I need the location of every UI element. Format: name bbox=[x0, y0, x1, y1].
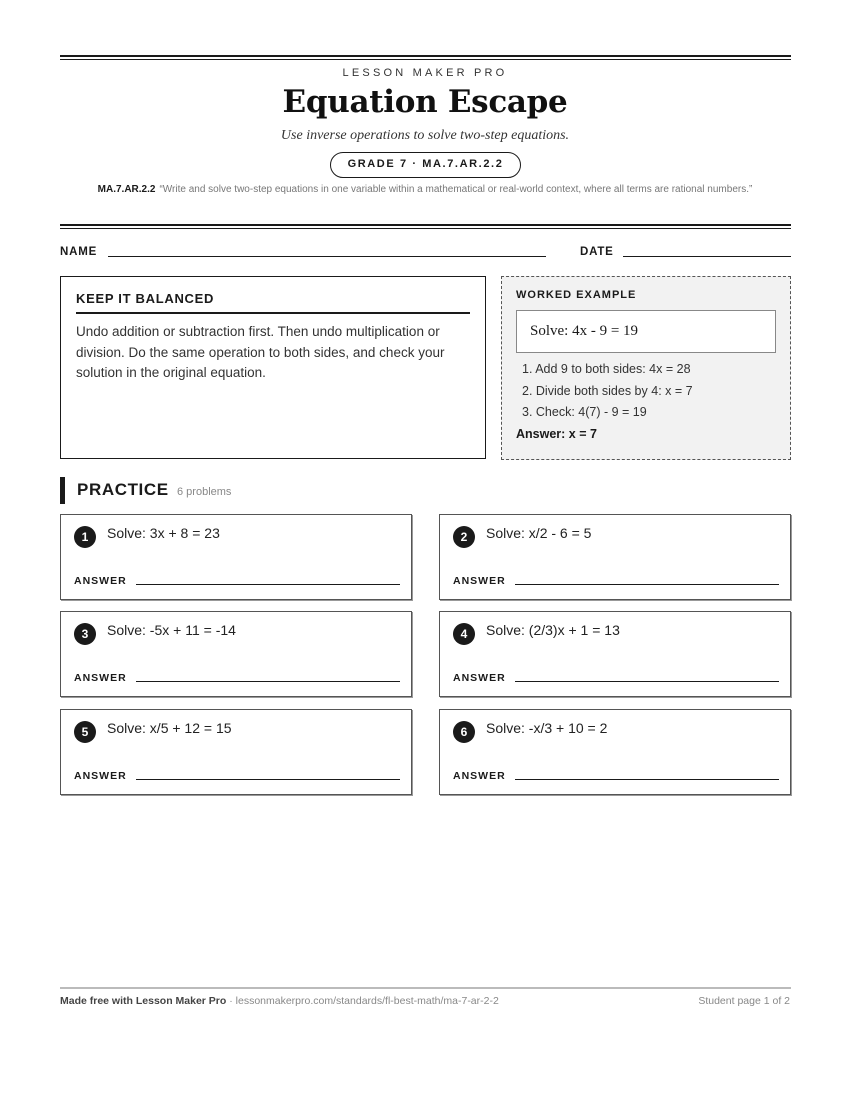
standard-description bbox=[72, 182, 778, 198]
date-field[interactable] bbox=[623, 256, 791, 257]
problem-question: Solve: -x/3 + 10 = 2 bbox=[486, 720, 608, 736]
answer-label: ANSWER bbox=[453, 672, 506, 684]
problem-number: 2 bbox=[453, 526, 475, 548]
grade-badge: GRADE 7 · MA.7.AR.2.2 bbox=[330, 152, 521, 178]
worked-example-answer: Answer: x = 7 bbox=[516, 426, 597, 441]
problem-question: Solve: -5x + 11 = -14 bbox=[107, 622, 236, 638]
problem-card-2 bbox=[439, 514, 791, 600]
footer-made-with: Made free with Lesson Maker Pro bbox=[60, 995, 227, 1007]
worked-example-equation: Solve: 4x - 9 = 19 bbox=[516, 310, 776, 353]
footer-credit bbox=[60, 995, 499, 1007]
answer-field[interactable] bbox=[136, 584, 400, 585]
problem-card-6 bbox=[439, 709, 791, 795]
problem-card-5 bbox=[60, 709, 412, 795]
practice-title: PRACTICE bbox=[77, 480, 169, 499]
footer-url[interactable]: · lessonmakerpro.com/standards/fl-best-math/ma-7-ar-2-2 bbox=[226, 995, 499, 1007]
problem-number: 1 bbox=[74, 526, 96, 548]
answer-label: ANSWER bbox=[74, 672, 127, 684]
problem-card-3 bbox=[60, 611, 412, 697]
page-title: Equation Escape bbox=[282, 84, 568, 120]
answer-label: ANSWER bbox=[453, 770, 506, 782]
worked-example-steps bbox=[516, 359, 776, 424]
problem-question: Solve: x/2 - 6 = 5 bbox=[486, 525, 592, 541]
tip-heading: KEEP IT BALANCED bbox=[76, 291, 470, 314]
answer-field[interactable] bbox=[515, 681, 779, 682]
top-rule bbox=[60, 55, 791, 60]
footer-page-number: Student page 1 of 2 bbox=[698, 995, 790, 1007]
answer-field[interactable] bbox=[515, 584, 779, 585]
answer-label: ANSWER bbox=[453, 575, 506, 587]
answer-field[interactable] bbox=[136, 779, 400, 780]
date-label: DATE bbox=[580, 246, 614, 258]
problem-question: Solve: (2/3)x + 1 = 13 bbox=[486, 622, 620, 638]
answer-field[interactable] bbox=[136, 681, 400, 682]
answer-field[interactable] bbox=[515, 779, 779, 780]
problem-card-1 bbox=[60, 514, 412, 600]
practice-count: 6 problems bbox=[177, 486, 232, 498]
tip-body: Undo addition or subtraction first. Then undo multiplication or division. Do the same operation to both sides, and check your solution in the original equation. bbox=[76, 324, 445, 380]
practice-accent-bar bbox=[60, 477, 65, 504]
worked-step: 2. Divide both sides by 4: x = 7 bbox=[522, 383, 693, 398]
name-label: NAME bbox=[60, 246, 98, 258]
name-field[interactable] bbox=[108, 256, 546, 257]
problem-card-4 bbox=[439, 611, 791, 697]
worked-step: 1. Add 9 to both sides: 4x = 28 bbox=[522, 362, 691, 376]
worked-example-box bbox=[501, 276, 791, 460]
problem-number: 3 bbox=[74, 623, 96, 645]
keep-it-balanced-box bbox=[60, 276, 486, 459]
answer-label: ANSWER bbox=[74, 575, 127, 587]
problem-number: 5 bbox=[74, 721, 96, 743]
problem-question: Solve: x/5 + 12 = 15 bbox=[107, 720, 232, 736]
header-bottom-rule bbox=[60, 224, 791, 229]
answer-label: ANSWER bbox=[74, 770, 127, 782]
worked-step: 3. Check: 4(7) - 9 = 19 bbox=[522, 405, 647, 419]
page-subtitle: Use inverse operations to solve two-step equations. bbox=[280, 128, 570, 143]
problem-number: 6 bbox=[453, 721, 475, 743]
brand-label: LESSON MAKER PRO bbox=[342, 67, 508, 79]
footer-rule bbox=[60, 987, 791, 989]
problem-number: 4 bbox=[453, 623, 475, 645]
problem-question: Solve: 3x + 8 = 23 bbox=[107, 525, 220, 541]
worked-example-heading: WORKED EXAMPLE bbox=[516, 289, 637, 301]
standard-code: MA.7.AR.2.2 bbox=[97, 184, 156, 195]
standard-text: “Write and solve two-step equations in one variable within a mathematical or real-world context, where all terms are rational numbers.” bbox=[159, 184, 753, 195]
